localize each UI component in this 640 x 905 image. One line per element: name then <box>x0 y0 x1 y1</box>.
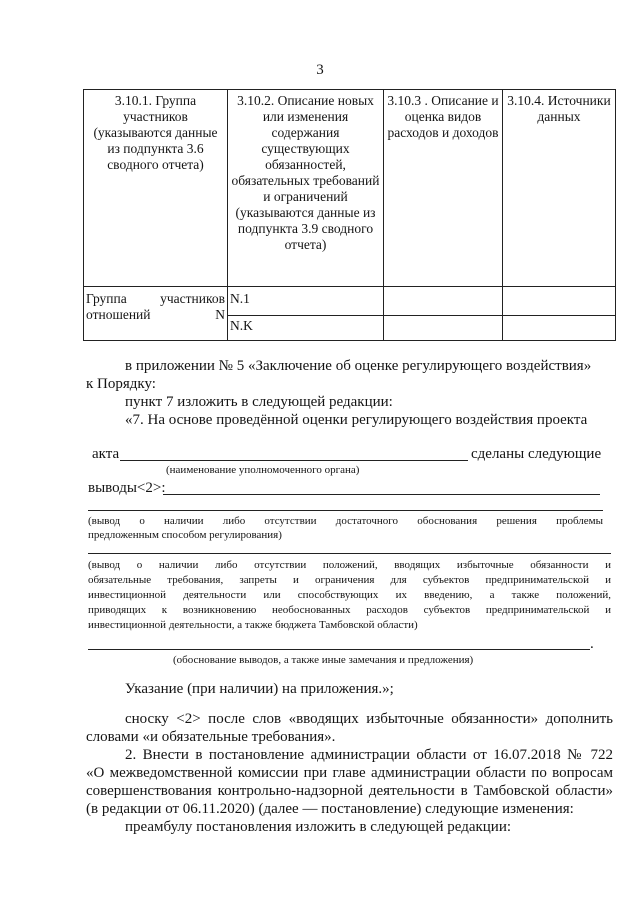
authority-blank-line <box>120 460 468 461</box>
header-participant-group: 3.10.1. Группа участников (указываются данные из подпункта 3.6 сводного отчета) <box>84 90 228 287</box>
caption-1-line1: (вывод о наличии либо отсутствии достаточного обоснования решения проблемы <box>88 515 603 527</box>
end-period: . <box>590 636 594 652</box>
item2-line4: (в редакции от 06.11.2020) (далее — постановление) следующие изменения: <box>86 801 574 817</box>
caption-2-line5: инвестиционной деятельности, а также бюджета Тамбовской области) <box>88 619 418 631</box>
appendix-intro-line <box>125 357 613 375</box>
header-obligations-description: 3.10.2. Описание новых или изменения содержания существующих обязанностей, обязательных требований и ограничений (указываются данные из подпункта 3.9 сводного отчета) <box>228 90 384 287</box>
preamble-line: преамбулу постановления изложить в следующей редакции: <box>125 819 512 835</box>
conclusions-blank-line <box>163 494 600 495</box>
act-word: акта <box>92 446 120 462</box>
table-cell <box>384 287 503 316</box>
authority-caption: (наименование уполномоченного органа) <box>166 464 360 476</box>
caption-3: (обоснование выводов, а также иные замечания и предложения) <box>173 654 474 666</box>
item2-line1: 2. Внести в постановление администрации области от 16.07.2018 № 722 <box>125 747 613 763</box>
conclusion-2-line <box>88 553 611 554</box>
table-cell <box>503 287 616 316</box>
appendix-intro-text: в приложении № 5 «Заключение об оценке регулирующего воздействия» <box>125 358 592 374</box>
table-cell <box>384 316 503 341</box>
caption-2-line1: (вывод о наличии либо отсутствии положений, вводящих избыточные обязанности и <box>88 559 611 571</box>
caption-1-line2: предложенным способом регулирования) <box>88 529 282 541</box>
caption-2-line3: инвестиционной деятельности или способствующих их введению, а также положений, <box>88 589 611 601</box>
row-code-cell: N.1 <box>228 287 384 316</box>
row-code-cell: N.K <box>228 316 384 341</box>
act-tail: сделаны следующие <box>471 446 602 462</box>
attachments-line: Указание (при наличии) на приложения.»; <box>125 681 394 697</box>
item7-intro: пункт 7 изложить в следующей редакции: <box>125 394 393 410</box>
item2-line2: «О межведомственной комиссии при главе администрации области по вопросам <box>86 765 613 781</box>
appendix-intro-tail: к Порядку: <box>86 376 156 392</box>
conclusion-3-line <box>88 649 590 650</box>
header-data-sources: 3.10.4. Источники данных <box>503 90 616 287</box>
conclusions-label: выводы<2>: <box>88 480 166 496</box>
item7-start: «7. На основе проведённой оценки регулирующего воздействия проекта <box>125 412 588 428</box>
conclusion-1-line <box>88 510 603 511</box>
group-cell: Группа участников отношений N <box>84 287 228 341</box>
evaluation-table <box>83 89 616 341</box>
footnote-line2: словами «и обязательные требования». <box>86 729 336 745</box>
caption-2-line2: обязательные требования, запреты и ограничения для субъектов предпринимательской и <box>88 574 611 586</box>
header-costs-income: 3.10.3 . Описание и оценка видов расходов и доходов <box>384 90 503 287</box>
footnote-line1: сноску <2> после слов «вводящих избыточные обязанности» дополнить <box>125 711 613 727</box>
table-cell <box>503 316 616 341</box>
caption-2-line4: приводящих к возникновению необоснованных расходов субъектов предпринимательской и <box>88 604 611 616</box>
page-number: 3 <box>316 62 324 78</box>
item2-line3: совершенствования контрольно-надзорной деятельности в Тамбовской области» <box>86 783 613 799</box>
